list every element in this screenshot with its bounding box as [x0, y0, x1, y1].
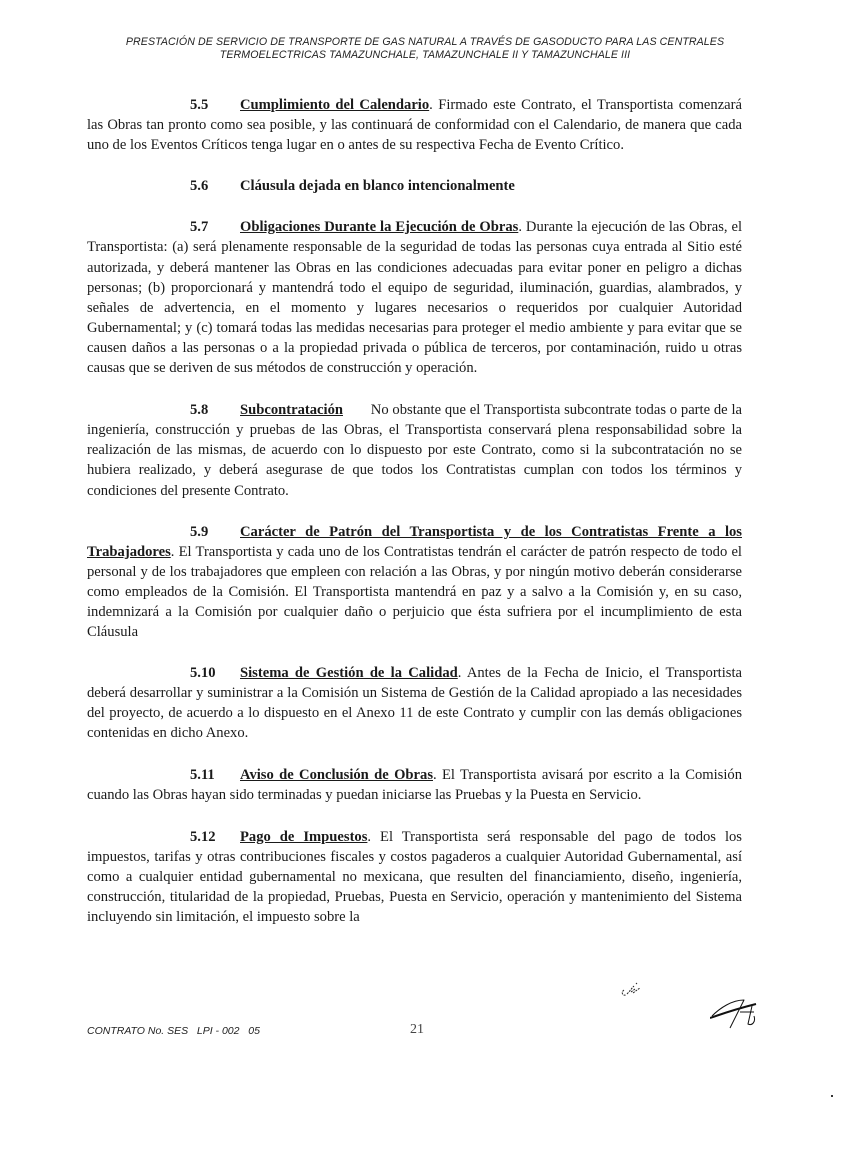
clause-5-11 [87, 765, 742, 805]
clause-5-12 [87, 827, 742, 927]
clause-number: 5.12 [190, 828, 216, 845]
header-line-1: PRESTACIÓN DE SERVICIO DE TRANSPORTE DE GAS NATURAL A TRAVÉS DE GASODUCTO PARA LAS CENTRALES [125, 36, 725, 48]
clause-title: Aviso de Conclusión de Obras [240, 766, 433, 783]
clause-number: 5.5 [190, 97, 209, 113]
clause-title: Obligaciones Durante la Ejecución de Obras [240, 219, 519, 236]
clause-5-8 [87, 400, 742, 500]
clause-text: . Firmado este Contrato, el Transportista comenzará las Obras tan pronto como sea posible, y las continuará de conformidad con el Calendario, de manera que cada uno de los Eventos Críticos tenga lugar en o antes de su respectiva Fecha de Evento Crítico. [87, 97, 742, 154]
signature-initials-icon [710, 990, 765, 1035]
clause-5-5 [87, 95, 742, 155]
clause-title: Carácter de Patrón del Transportista y de los Contratistas Frente a los Trabajadores [87, 523, 742, 560]
clause-text: . El Transportista será responsable del pago de todos los impuestos, tarifas y otras contribuciones fiscales y costos pagaderos a cualquier Autoridad Gubernamental, así como a cualquier entidad gubernamental no mexicana, que resulten del financiamiento, diseño, ingeniería, construcción, titularidad de la propiedad, Pruebas, Puesta en Servicio, operación y mantenimiento del Sistema incluyendo sin limitación, el impuesto sobre la [87, 828, 742, 926]
clause-number: 5.8 [190, 402, 209, 419]
page-number: 21 [410, 1022, 424, 1037]
clause-text: . El Transportista y cada uno de los Contratistas tendrán el carácter de patrón respecto de todo el personal y de los trabajadores que empleen con relación a las Obras, y por ningún motivo deberán considerarse como empleados de la Comisión. El Transportista mantendrá en paz y a salvo a la Comisión y, en su caso, indemnizará a la Comisión por cualquier daño o perjuicio que ésta sufriera por el incumplimiento de esta Cláusula [87, 543, 742, 641]
clause-text: . Durante la ejecución de las Obras, el Transportista: (a) será plenamente responsable de la seguridad de todas las personas cuya entrada al Sitio esté autorizada, y deberá mantener las Obras en las condiciones adecuadas para evitar poner en peligro a dichas personas; (b) proporcionará y mantendrá todo el equipo de seguridad, iluminación, guardias, alambrados, y señales de advertencia, en el momento y lugares necesarios o requeridos por cualquier Autoridad Gubernamental; y (c) tomará todas las medidas necesarias para proteger el medio ambiente y para evitar que se causen daños a las personas o a la propiedad privada o pública de terceros, por contaminación, ruido u otras causas que se deriven de sus métodos de construcción y operación. [87, 219, 742, 377]
clause-number: 5.11 [190, 766, 215, 783]
contract-number: CONTRATO No. SES LPI - 002 05 [87, 1025, 260, 1037]
clause-title: Pago de Impuestos [240, 828, 368, 845]
clause-text: . El Transportista avisará por escrito a la Comisión cuando las Obras hayan sido terminadas y puedan iniciarse las Pruebas y la Puesta en Servicio. [87, 766, 743, 803]
clause-title: Cláusula dejada en blanco intencionalmente [240, 178, 515, 195]
page-header [80, 36, 770, 62]
clause-number: 5.9 [190, 523, 209, 540]
clause-title: Sistema de Gestión de la Calidad [240, 665, 458, 682]
clause-number: 5.10 [190, 665, 216, 682]
header-line-2: TERMOELECTRICAS TAMAZUNCHALE, TAMAZUNCHALE II Y TAMAZUNCHALE III [219, 49, 631, 61]
clause-title: Cumplimiento del Calendario [240, 97, 430, 113]
clause-number: 5.6 [190, 178, 209, 195]
scan-speck [831, 1095, 833, 1097]
document-body [87, 95, 742, 927]
clause-5-10 [87, 663, 742, 743]
clause-5-6 [87, 176, 742, 196]
signature-initials-icon [618, 980, 648, 1002]
clause-number: 5.7 [190, 219, 209, 236]
clause-title: Subcontratación [240, 402, 343, 419]
clause-text: . Antes de la Fecha de Inicio, el Transportista deberá desarrollar y suministrar a la Comisión un Sistema de Gestión de la Calidad apropiado a las necesidades del proyecto, de acuerdo a lo dispuesto en el Anexo 11 de este Contrato y cumplir con las demás obligaciones contenidas en dicho Anexo. [87, 665, 743, 742]
clause-5-9 [87, 522, 742, 643]
clause-5-7 [87, 217, 742, 378]
clause-text: No obstante que el Transportista subcontrate todas o parte de la ingeniería, construcción y pruebas de las Obras, el Transportista conservará plena responsabilidad sobre la realización de las mismas, de acuerdo con lo dispuesto por este Contrato, como si la subcontratación no se hubiera realizado, y deberá asegurase de que todos los Contratistas cumplan con todos los términos y condiciones del presente Contrato. [87, 402, 742, 499]
